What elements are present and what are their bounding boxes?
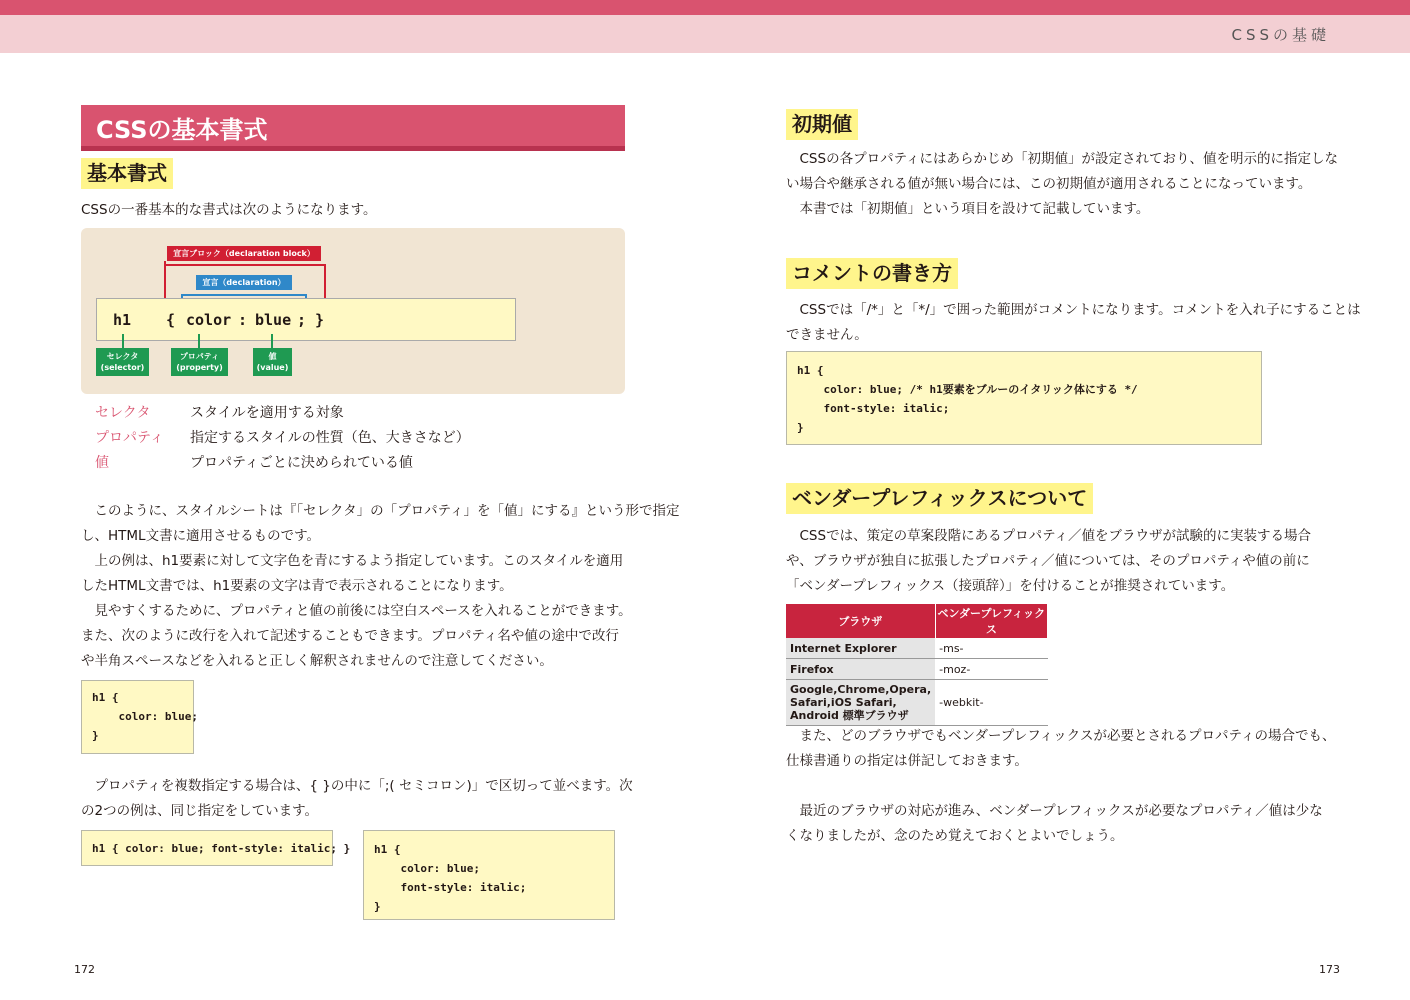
code-value: blue [255, 311, 292, 329]
comment-paragraph: CSSでは「/*」と「*/」で囲った範囲がコメントになります。コメントを入れ子にすることは できません。 [786, 302, 1361, 343]
selector-tag: セレクタ (selector) [96, 348, 149, 376]
page-number-left: 172 [74, 963, 95, 976]
table-cell-prefix: -ms- [935, 638, 1047, 659]
bracket-line [181, 294, 307, 296]
term-selector-desc: スタイルを適用する対象 [190, 405, 344, 421]
table-cell-browser: Firefox [786, 659, 935, 680]
section-heading-comment: コメントの書き方 [786, 258, 958, 289]
section-heading-basic: 基本書式 [81, 158, 173, 189]
table-cell-browser: Internet Explorer [786, 638, 935, 659]
multi-property-paragraph: プロパティを複数指定する場合は、{ }の中に「;( セミコロン)」で区切って並べます。次 の2つの例は、同じ指定をしています。 [81, 778, 633, 819]
property-tag: プロパティ (property) [171, 348, 228, 376]
code-example-1: h1 { color: blue; } [81, 680, 194, 754]
connector-line [198, 334, 200, 349]
header-band [0, 15, 1410, 53]
code-example-2: h1 { color: blue; font-style: italic; } [81, 830, 333, 866]
body-paragraph: このように、スタイルシートは『「セレクタ」の「プロパティ」を「値」にする』という形で指定 し、HTML文書に適用させるものです。 上の例は、h1要素に対して文字色を青にするよう指定しています。このスタイルを適用 したHTML文書では、h1要素の文字は青で表示されることになります。 見やすくするために、プロパティと値の前後には空白スペースを入れることができます。 また、次のように改行を入れて記述することもできます。プロパティ名や値の途中で改行 や半角スペースなどを入れると正しく解釈されませんので注意してください。 [81, 503, 680, 669]
intro-text: CSSの一番基本的な書式は次のようになります。 [81, 202, 377, 218]
declaration-label: 宣言（declaration） [196, 275, 292, 290]
page-number-right: 173 [1319, 963, 1340, 976]
recent-paragraph: 最近のブラウザの対応が進み、ベンダープレフィックスが必要なプロパティ／値は少な くなりましたが、念のため覚えておくとよいでしょう。 [786, 803, 1323, 844]
after-table-paragraph: また、どのブラウザでもベンダープレフィックスが必要とされるプロパティの場合でも、 仕様書通りの指定は併記しておきます。 [786, 728, 1336, 769]
code-comment-example: h1 { color: blue; /* h1要素をブルーのイタリック体にする */ font-style: italic; } [786, 351, 1262, 445]
header-top-bar [0, 0, 1410, 15]
code-semicolon: ; [297, 311, 307, 329]
table-row [786, 659, 1048, 680]
value-tag: 値 (value) [253, 348, 292, 376]
table-header-browser: ブラウザ [786, 604, 935, 638]
term-selector: セレクタ [95, 405, 151, 421]
table-row [786, 680, 1048, 726]
chapter-title: CSSの基本書式 [96, 116, 268, 144]
table-cell-prefix: -moz- [935, 659, 1047, 680]
section-heading-initial: 初期値 [786, 109, 858, 140]
code-close-brace: } [315, 311, 325, 329]
connector-line [122, 334, 124, 349]
running-header-title: CSSの基礎 [1231, 26, 1330, 44]
code-open-brace: { [166, 311, 176, 329]
table-header-row [786, 604, 1048, 638]
vendor-prefix-table [786, 604, 1048, 726]
connector-line [271, 334, 273, 349]
section-heading-vendor: ベンダープレフィックスについて [786, 483, 1093, 514]
bracket-line [164, 264, 326, 266]
term-value-desc: プロパティごとに決められている値 [190, 455, 413, 471]
vendor-paragraph: CSSでは、策定の草案段階にあるプロパティ／値をブラウザが試験的に実装する場合 や、ブラウザが独自に拡張したプロパティ／値については、そのプロパティや値の前に 「ベンダープレフィックス（接頭辞）」を付けることが推奨されています。 [786, 528, 1311, 594]
table-row [786, 638, 1048, 659]
code-selector: h1 [113, 311, 132, 329]
code-property: color [186, 311, 232, 329]
term-property: プロパティ [95, 430, 164, 446]
code-colon: : [238, 311, 248, 329]
declaration-block-label: 宣言ブロック（declaration block） [167, 246, 321, 261]
code-example-3: h1 { color: blue; font-style: italic; } [363, 830, 615, 920]
table-header-prefix: ベンダープレフィックス [935, 604, 1047, 638]
term-value: 値 [95, 455, 109, 471]
table-cell-prefix: -webkit- [935, 680, 1047, 726]
table-cell-browser: Google,Chrome,Opera, Safari,iOS Safari, Android 標準ブラウザ [786, 680, 935, 726]
term-property-desc: 指定するスタイルの性質（色、大きさなど） [190, 430, 470, 446]
initial-paragraph: CSSの各プロパティにはあらかじめ「初期値」が設定されており、値を明示的に指定しな い場合や継承される値が無い場合には、この初期値が適用されることになっています。 本書では「初期値」という項目を設けて記載しています。 [786, 151, 1338, 217]
